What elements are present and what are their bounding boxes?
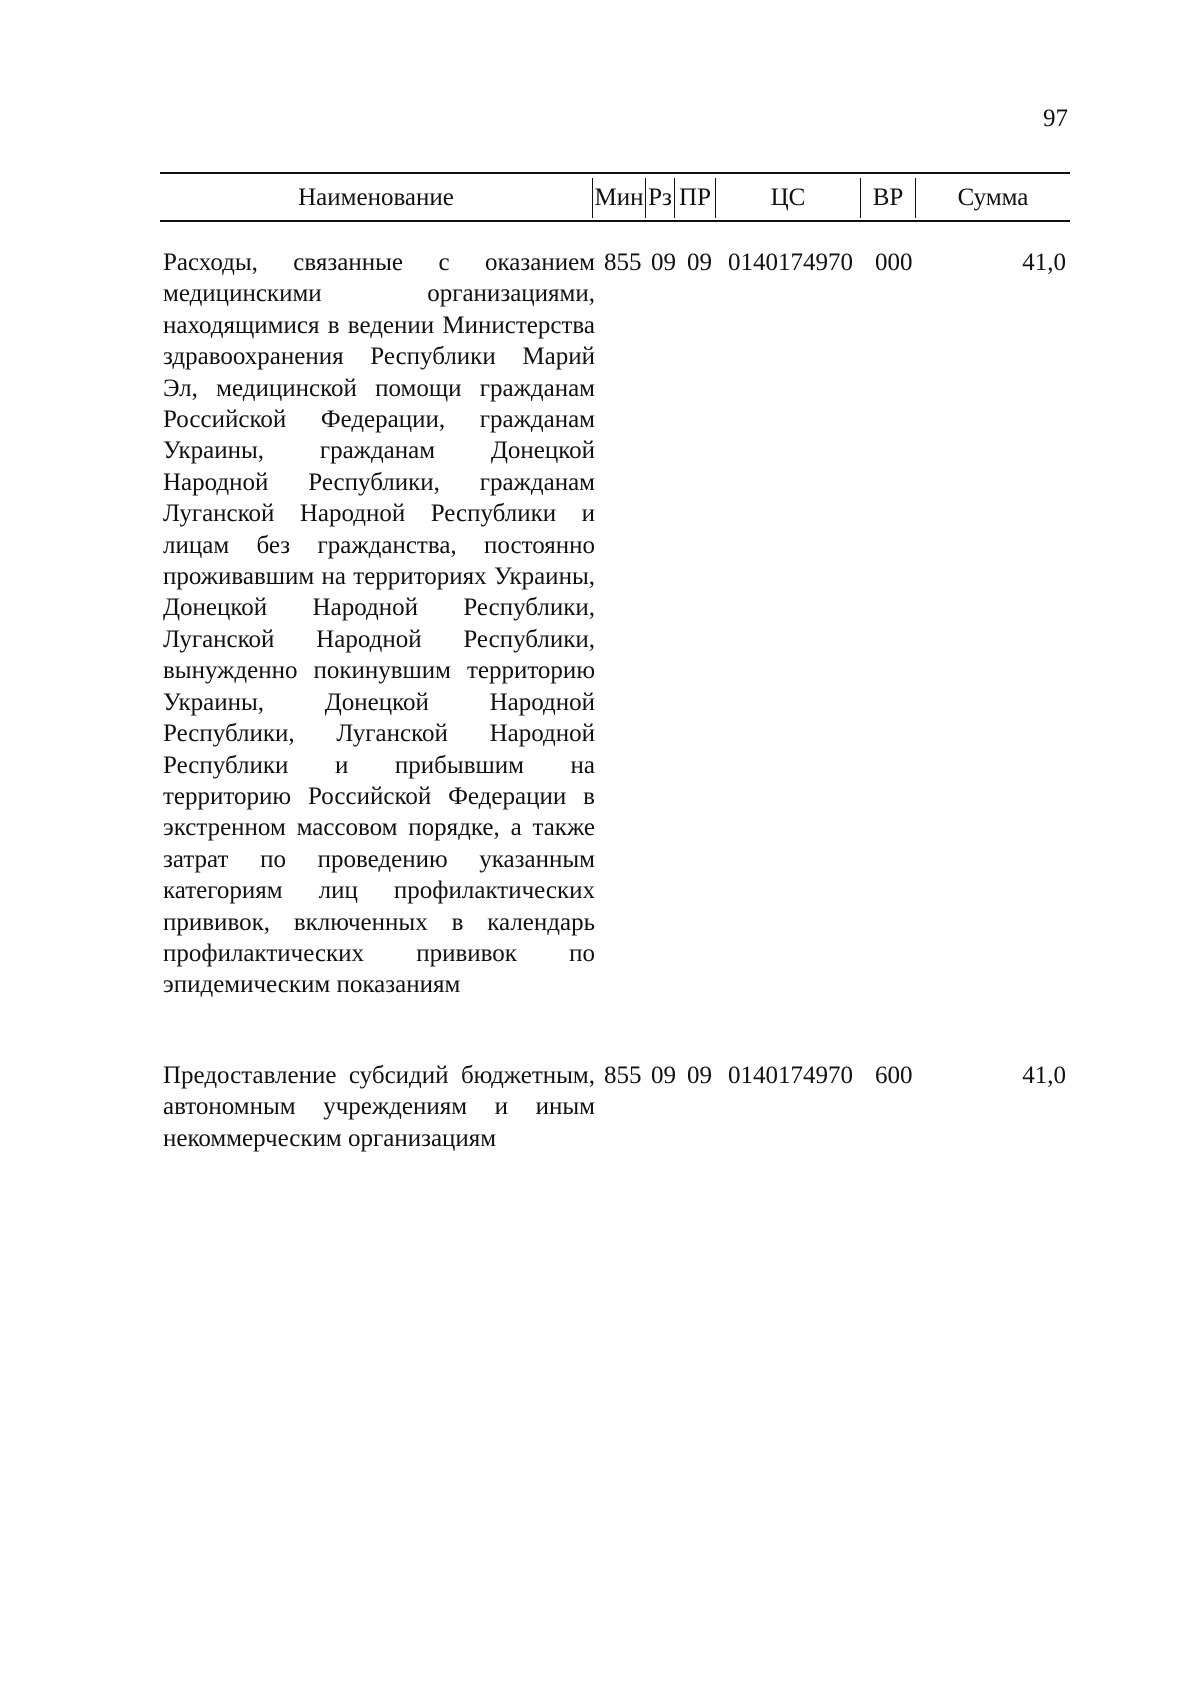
page-number: 97 — [1043, 105, 1068, 132]
header-min: Мин — [594, 184, 644, 211]
row-2-vr: 600 — [875, 1062, 913, 1089]
header-vr: ВР — [872, 184, 904, 211]
header-pr: ПР — [679, 184, 711, 211]
row-1-pr: 09 — [687, 249, 712, 276]
row-2-sum: 41,0 — [1022, 1062, 1066, 1089]
header-sum: Сумма — [957, 184, 1029, 211]
row-2-cs: 0140174970 — [728, 1062, 853, 1089]
row-1-name: Расходы, связанные с оказанием медицинскими организациями, находящимися в ведении Министерства здравоохранения Республики Марий Эл, медицинской помощи гражданам Российской Федерации, гражданам Украины, гражданам Донецкой Народной Республики, гражданам Луганской Народной Республики и лицам без гражданства, постоянно проживавшим на территориях Украины, Донецкой Народной Республики, Луганской Народной Республики, вынужденно покинувшим территорию Украины, Донецкой Народной Республики, Луганской Народной Республики и прибывшим на территорию Российской Федерации в экстренном массовом порядке, а также затрат по проведению указанным категориям лиц профилактических прививок, включенных в календарь профилактических прививок по эпидемическим показаниям — [163, 249, 595, 999]
row-2-rz: 09 — [651, 1062, 676, 1089]
header-rz: Рз — [648, 184, 672, 211]
table-header — [160, 172, 1070, 222]
row-2-name: Предоставление субсидий бюджетным, автономным учреждениям и иным некоммерческим организациям — [163, 1062, 595, 1152]
row-1-vr: 000 — [875, 249, 913, 276]
row-1-cs: 0140174970 — [728, 249, 853, 276]
header-cs: ЦС — [770, 184, 806, 211]
row-2-pr: 09 — [687, 1062, 712, 1089]
header-name: Наименование — [298, 184, 454, 211]
row-1-rz: 09 — [651, 249, 676, 276]
row-1-min: 855 — [604, 249, 642, 276]
row-1-sum: 41,0 — [1022, 249, 1066, 276]
row-2-min: 855 — [604, 1062, 642, 1089]
